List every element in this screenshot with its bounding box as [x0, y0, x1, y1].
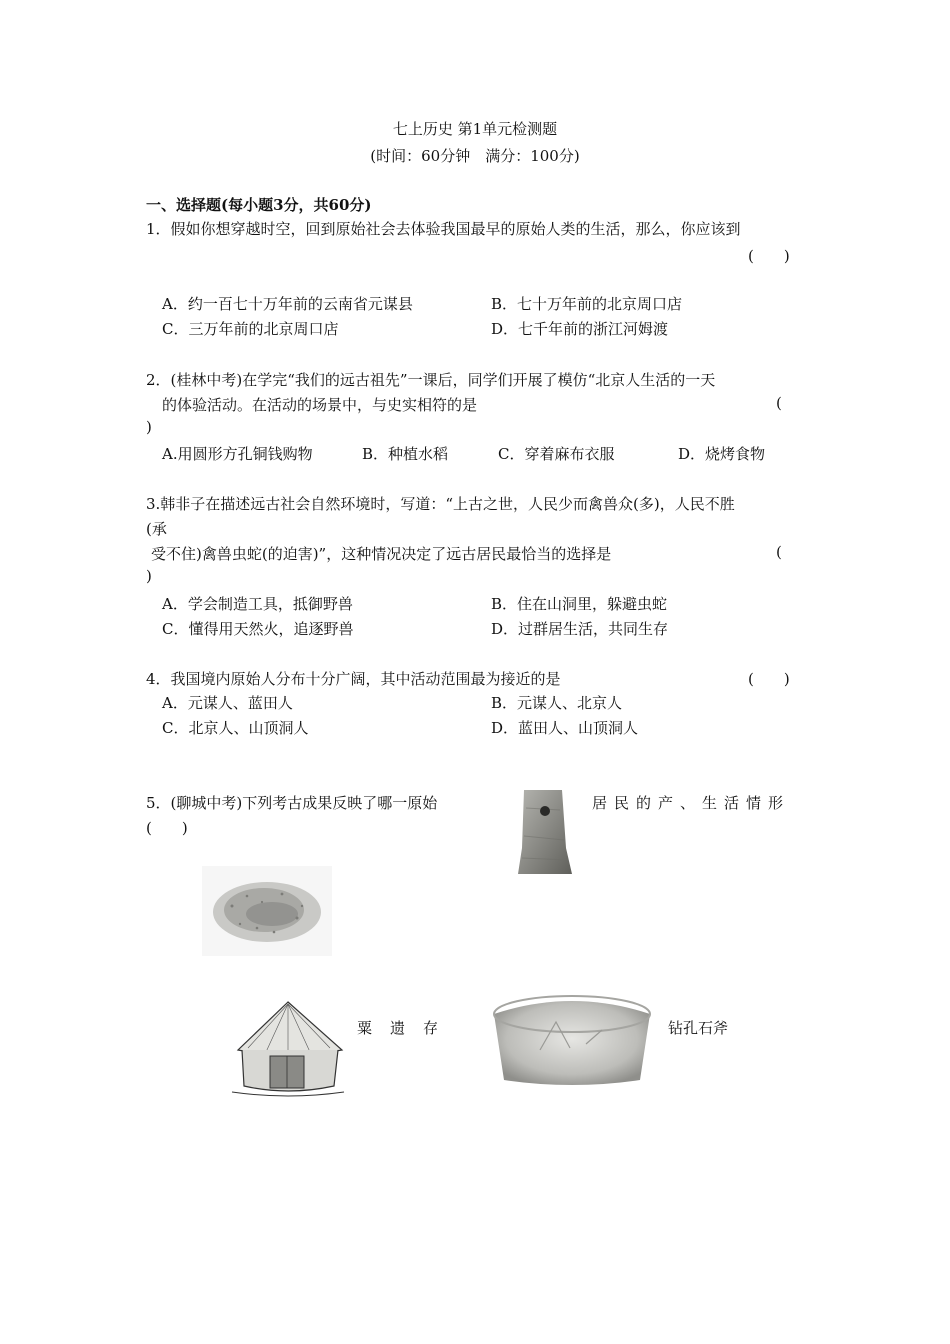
question-4-option-b: B．元谋人、北京人: [491, 694, 623, 712]
question-2-text: 2．(桂林中考)在学完“我们的远古祖先”一课后，同学们开展了模仿“北京人生活的一天: [146, 371, 716, 389]
question-3-text: 3.韩非子在描述远古社会自然环境时，写道：“上古之世，人民少而禽兽众(多)，人民不胜: [146, 495, 735, 513]
question-1-answer-blank: ( ): [748, 247, 790, 265]
caption-millet: 粟遗存: [357, 1019, 457, 1037]
question-3-option-a: A．学会制造工具，抵御野兽: [162, 595, 353, 613]
question-4-option-a: A．元谋人、蓝田人: [162, 694, 293, 712]
question-3-option-d: D．过群居生活，共同生存: [491, 620, 669, 638]
round-hut-image: [226, 998, 350, 1098]
question-2-answer-close: ): [146, 418, 152, 436]
question-4-answer-blank: ( ): [748, 670, 790, 688]
page-title: 七上历史 第1单元检测题: [392, 120, 558, 138]
question-1-option-b: B．七十万年前的北京周口店: [491, 295, 683, 313]
question-2-option-b: B．种植水稻: [362, 445, 449, 463]
question-4-option-d: D．蓝田人、山顶洞人: [491, 719, 639, 737]
question-3-answer-open: (: [776, 543, 782, 561]
stone-axe-image: [512, 788, 578, 878]
question-3-option-b: B．住在山洞里，躲避虫蛇: [491, 595, 668, 613]
question-5-text: 5．(聊城中考)下列考古成果反映了哪一原始: [146, 794, 438, 812]
question-1-option-d: D．七千年前的浙江河姆渡: [491, 320, 669, 338]
question-2-option-a: A.用圆形方孔铜钱购物: [162, 445, 313, 463]
question-2-answer-open: (: [776, 394, 782, 412]
question-1-option-c: C．三万年前的北京周口店: [162, 320, 339, 338]
question-3-option-c: C．懂得用天然火，追逐野兽: [162, 620, 354, 638]
millet-remains-image: [202, 866, 332, 956]
question-3-answer-close: ): [146, 567, 152, 585]
question-3-text-wrap: (承: [146, 520, 167, 538]
question-3-text-line2: 受不住)禽兽虫蛇(的迫害)”，这种情况决定了远古居民最恰当的选择是: [151, 545, 612, 563]
question-2-option-c: C．穿着麻布衣服: [498, 445, 615, 463]
question-2-text-line2: 的体验活动。在活动的场景中，与史实相符的是: [162, 396, 478, 414]
page-subtitle: (时间：60分钟 满分：100分): [370, 147, 580, 165]
question-2-option-d: D．烧烤食物: [678, 445, 766, 463]
section-heading: 一、选择题(每小题3分，共60分): [146, 196, 372, 214]
pottery-bowl-image: [490, 990, 654, 1090]
question-1-option-a: A．约一百七十万年前的云南省元谋县: [162, 295, 413, 313]
question-5-answer-blank: ( ): [146, 819, 188, 837]
question-4-text: 4．我国境内原始人分布十分广阔，其中活动范围最为接近的是: [146, 670, 561, 688]
caption-stone-axe: 钻孔石斧: [668, 1019, 729, 1037]
question-1-text: 1．假如你想穿越时空，回到原始社会去体验我国最早的原始人类的生活，那么，你应该到: [146, 220, 741, 238]
question-4-option-c: C．北京人、山顶洞人: [162, 719, 309, 737]
question-5-text-continued: 居民的产、生活情形: [592, 794, 791, 812]
